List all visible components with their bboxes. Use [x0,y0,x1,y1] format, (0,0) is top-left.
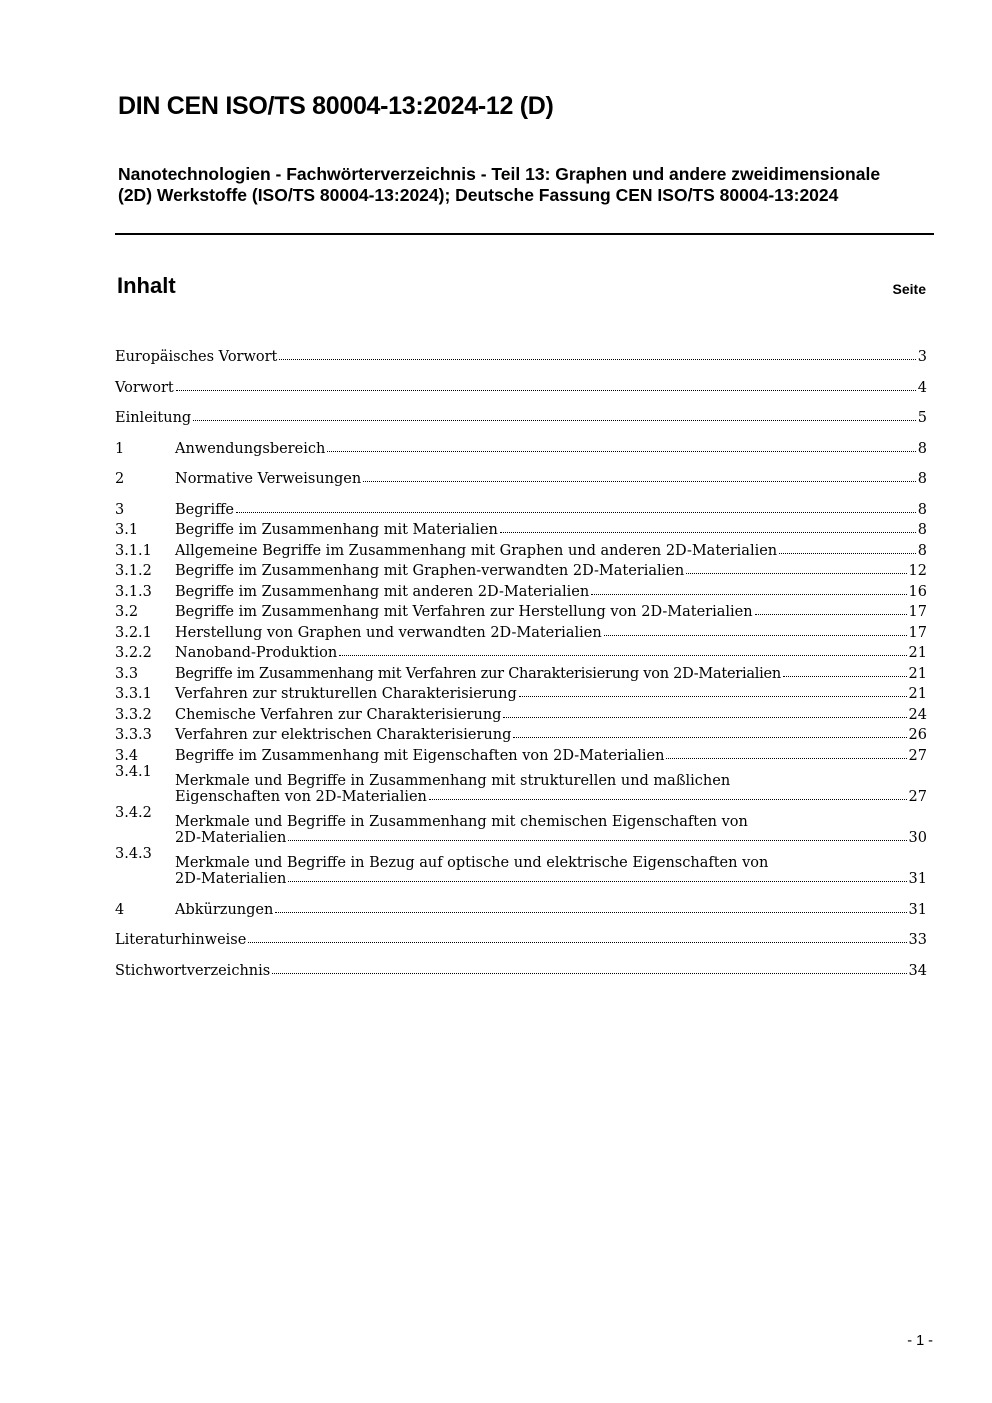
dot-leader [503,717,906,718]
toc-entry-label[interactable]: Begriffe im Zusammenhang mit Graphen-verwandten 2D-Materialien [175,563,685,580]
toc-entry-number: 3.3.3 [115,727,152,744]
toc-entry-page: 3 [917,349,927,365]
toc-entry-label[interactable]: Anwendungsbereich [175,440,326,457]
dot-leader [783,676,907,677]
toc-entry-label[interactable]: Chemische Verfahren zur Charakterisierung [175,706,502,723]
toc-entry-page: 24 [908,706,927,723]
dot-leader [176,390,916,391]
dot-leader [363,481,916,482]
toc-entry-number: 3.1.2 [115,563,152,580]
toc-entry-label-continued[interactable]: 2D-Materialien [175,829,287,846]
toc-entry[interactable] [115,764,927,805]
toc-entry[interactable] [115,579,927,600]
toc-entry-label-continued[interactable]: Eigenschaften von 2D-Materialien [175,788,427,805]
toc-entry-number: 2 [115,471,125,488]
toc-entry-label[interactable]: Merkmale und Begriffe in Bezug auf optische und elektrische Eigenschaften von [175,854,769,871]
toc-entry-label[interactable]: Begriffe im Zusammenhang mit Verfahren zur Charakterisierung von 2D-Materialien [175,665,781,682]
toc-entry[interactable] [115,723,927,744]
dot-leader [327,451,915,452]
toc-entry-page: 30 [908,829,927,846]
toc-entry[interactable] [115,846,927,887]
toc-entry-page: 31 [908,870,927,887]
dot-leader [288,881,906,882]
dot-leader [275,912,906,913]
toc-entry[interactable] [115,538,927,559]
toc-entry[interactable] [115,743,927,764]
toc-entry[interactable] [115,457,927,488]
toc-entry[interactable] [115,426,927,457]
toc-entry-page: 5 [917,410,927,427]
toc-entry-number: 3.3 [115,665,139,682]
toc-entry-label[interactable]: Vorwort [115,379,174,396]
document-subtitle: Nanotechnologien - Fachwörterverzeichnis - Teil 13: Graphen und andere zweidimensionale (2D) Werkstoffe (ISO/TS 80004-13:2024); Deutsche Fassung CEN ISO/TS 80004-13:2024 [118,164,881,205]
toc-entry[interactable] [115,661,927,682]
toc-entry[interactable] [115,518,927,539]
toc-entry[interactable] [115,918,927,949]
title-divider [115,233,934,235]
toc-entry-page: 34 [908,962,927,979]
toc-entry-number: 3.3.1 [115,686,152,703]
dot-leader [755,614,907,615]
toc-entry-page: 4 [917,379,927,396]
toc-entry[interactable] [115,487,927,518]
toc-entry-number: 3.2.1 [115,624,152,641]
toc-entry-page: 16 [908,583,927,600]
toc-entry[interactable] [115,559,927,580]
toc-entry-number: 1 [115,440,125,457]
toc-entry-label-continued[interactable]: 2D-Materialien [175,870,287,887]
toc-entry-number: 3.1.1 [115,542,152,559]
toc-entry[interactable] [115,600,927,621]
toc-entry-page: 8 [917,471,927,488]
toc-entry-label[interactable]: Abkürzungen [175,901,274,918]
toc-entry-label[interactable]: Begriffe im Zusammenhang mit Materialien [175,522,498,539]
toc-entry-number: 3.4.1 [115,763,152,780]
dot-leader [429,799,907,800]
dot-leader [288,840,906,841]
toc-entry[interactable] [115,620,927,641]
page-column-label: Seite [892,281,926,297]
dot-leader [339,655,906,656]
toc-entry[interactable] [115,702,927,723]
dot-leader [686,573,906,574]
dot-leader [193,420,916,421]
toc-entry-page: 21 [908,665,927,682]
toc-entry-label[interactable]: Nanoband-Produktion [175,645,338,662]
toc-entry-page: 27 [908,747,927,764]
toc-entry-page: 27 [908,788,927,805]
table-of-contents [115,343,927,979]
toc-entry[interactable] [115,805,927,846]
toc-entry-label[interactable]: Begriffe im Zusammenhang mit anderen 2D-Materialien [175,583,590,600]
toc-entry-number: 3.2.2 [115,645,152,662]
toc-entry-number: 4 [115,901,125,918]
toc-entry-page: 21 [908,645,927,662]
toc-entry[interactable] [115,948,927,979]
dot-leader [272,973,906,974]
dot-leader [604,635,907,636]
toc-entry-number: 3.1 [115,522,139,539]
toc-entry-page: 8 [917,440,927,457]
toc-entry-label[interactable]: Begriffe im Zusammenhang mit Eigenschaften von 2D-Materialien [175,747,665,764]
toc-entry-number: 3.4.3 [115,845,152,862]
toc-entry-page: 17 [908,624,927,641]
toc-entry-label[interactable]: Stichwortverzeichnis [115,962,271,979]
toc-entry-page: 8 [917,522,927,539]
toc-entry-number: 3.1.3 [115,583,152,600]
toc-entry-number: 3.4.2 [115,804,152,821]
toc-entry-page: 17 [908,604,927,621]
dot-leader [248,942,906,943]
toc-entry-page: 21 [908,686,927,703]
toc-entry[interactable] [115,641,927,662]
toc-entry-label[interactable]: Einleitung [115,410,192,427]
toc-entry[interactable] [115,682,927,703]
dot-leader [779,553,916,554]
toc-entry[interactable] [115,365,927,396]
document-title: DIN CEN ISO/TS 80004-13:2024-12 (D) [118,92,554,120]
toc-entry-number: 3.3.2 [115,706,152,723]
toc-entry-label[interactable]: Verfahren zur elektrischen Charakterisierung [175,727,512,744]
toc-entry-page: 8 [917,501,927,518]
toc-entry-label[interactable]: Herstellung von Graphen und verwandten 2D-Materialien [175,624,602,641]
dot-leader [666,758,906,759]
toc-entry-number: 3 [115,501,125,518]
toc-entry-number: 3.2 [115,604,139,621]
toc-entry-label[interactable]: Begriffe im Zusammenhang mit Verfahren zur Herstellung von 2D-Materialien [175,604,753,621]
dot-leader [513,737,906,738]
toc-entry-label[interactable]: Merkmale und Begriffe in Zusammenhang mit chemischen Eigenschaften von [175,813,748,830]
dot-leader [591,594,906,595]
toc-entry-label[interactable]: Begriffe [175,501,234,518]
dot-leader [279,359,915,360]
toc-entry-label[interactable]: Normative Verweisungen [175,471,362,488]
toc-entry-label[interactable]: Verfahren zur strukturellen Charakterisierung [175,686,517,703]
toc-entry-page: 8 [917,542,927,559]
page-number: - 1 - [907,1333,933,1349]
dot-leader [236,512,916,513]
toc-entry-page: 12 [908,563,927,580]
toc-entry-label[interactable]: Literaturhinweise [115,932,247,949]
toc-entry-number: 3.4 [115,747,139,764]
toc-heading: Inhalt [117,273,176,298]
toc-entry[interactable] [115,396,927,427]
toc-entry-label[interactable]: Merkmale und Begriffe in Zusammenhang mit strukturellen und maßlichen [175,772,731,789]
toc-entry-label[interactable]: Europäisches Vorwort [115,349,278,365]
toc-entry[interactable] [115,887,927,918]
toc-entry-page: 31 [908,901,927,918]
toc-entry-page: 33 [908,932,927,949]
toc-entry[interactable] [115,343,927,365]
toc-entry-page: 26 [908,727,927,744]
dot-leader [519,696,907,697]
dot-leader [500,532,916,533]
toc-entry-label[interactable]: Allgemeine Begriffe im Zusammenhang mit Graphen und anderen 2D-Materialien [175,542,778,559]
